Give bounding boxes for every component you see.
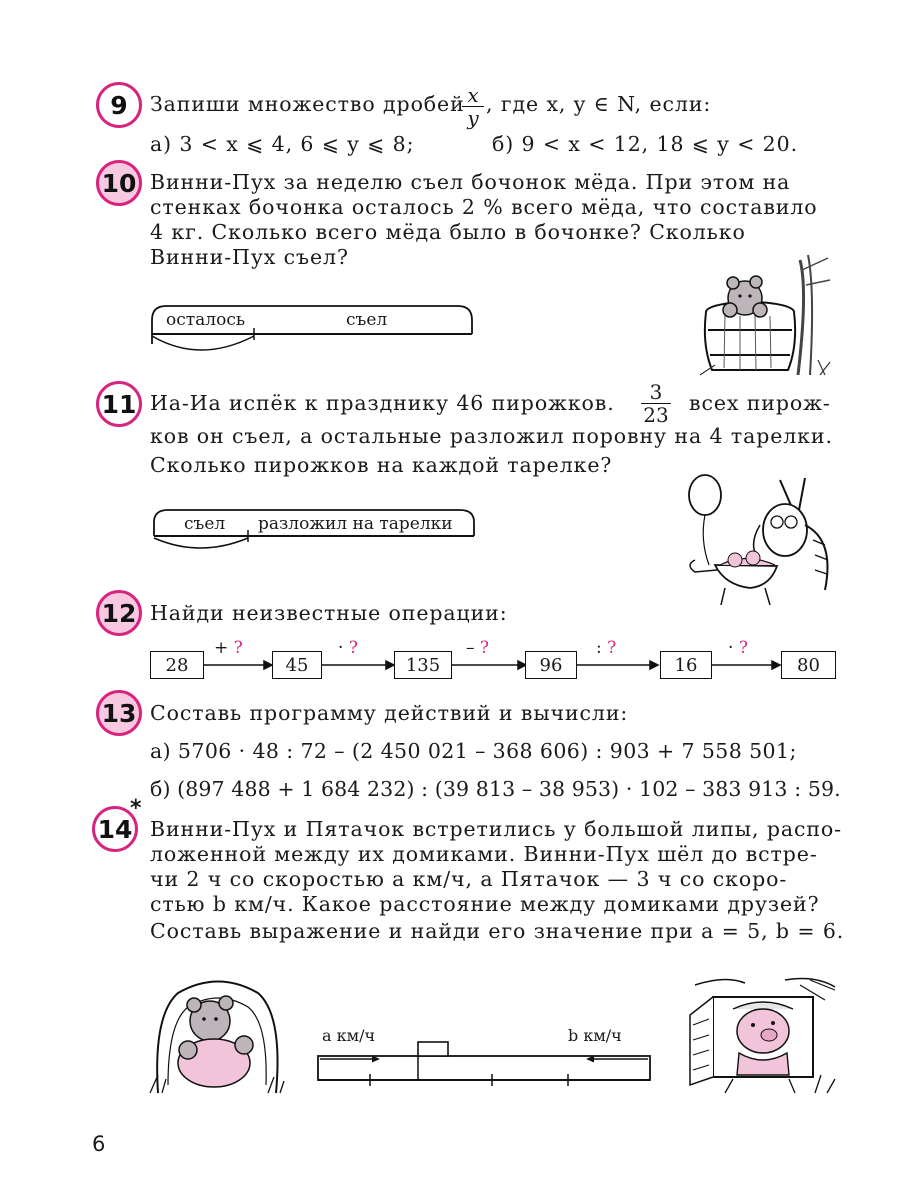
unknown-mark: ? bbox=[738, 638, 748, 658]
exercise-10-line-1: Винни-Пух за неделю съел бочонок мёда. При этом на bbox=[150, 170, 791, 194]
segment-label-remaining: осталось bbox=[166, 310, 246, 330]
chain-box-5: 16 bbox=[660, 651, 712, 679]
unknown-mark: ? bbox=[479, 638, 490, 658]
exercise-14-line-4: стью b км/ч. Какое расстояние между домиками друзей? bbox=[150, 892, 820, 916]
segment-label-ate: съел bbox=[184, 514, 226, 534]
pooh-in-hole-illustration bbox=[148, 975, 288, 1095]
page-number: 6 bbox=[92, 1132, 106, 1156]
exercise-13-text: Составь программу действий и вычисли: bbox=[150, 701, 629, 725]
piglet-in-window-illustration bbox=[685, 975, 845, 1100]
exercise-10-line-2: стенках бочонка осталось 2 % всего мёда, что составило bbox=[150, 195, 818, 219]
chain-box-2: 45 bbox=[272, 651, 322, 679]
exercise-11-line-3: Сколько пирожков на каждой тарелке? bbox=[150, 453, 613, 477]
exercise-14-line-5: Составь выражение и найди его значение при a = 5, b = 6. bbox=[150, 919, 845, 943]
pooh-in-barrel-illustration bbox=[690, 250, 840, 380]
exercise-11-fraction bbox=[641, 381, 671, 426]
unknown-mark: ? bbox=[607, 638, 617, 658]
fraction-denominator: y bbox=[462, 106, 484, 129]
fraction-denominator: 23 bbox=[641, 403, 671, 426]
eeyore-with-balloon-illustration bbox=[665, 470, 840, 610]
exercise-13-part-a: а) 5706 · 48 : 72 – (2 450 021 – 368 606) : 903 + 7 558 501; bbox=[150, 739, 797, 763]
exercise-13-number: 13 bbox=[96, 690, 142, 736]
chain-box-3: 135 bbox=[394, 651, 452, 679]
chain-box-6: 80 bbox=[781, 651, 836, 679]
fraction-numerator: x bbox=[467, 83, 479, 107]
unknown-mark: ? bbox=[233, 638, 243, 658]
chain-operation-4: : ? bbox=[596, 638, 617, 658]
exercise-10-line-3: 4 кг. Сколько всего мёда было в бочонке? Сколько bbox=[150, 220, 746, 244]
exercise-9-part-b: б) 9 < x < 12, 18 ⩽ y < 20. bbox=[492, 132, 798, 156]
chain-operation-5: · ? bbox=[728, 638, 748, 658]
difficulty-star: * bbox=[130, 796, 142, 821]
speed-label-piglet: b км/ч bbox=[568, 1026, 622, 1045]
exercise-14-number: 14 bbox=[92, 806, 138, 852]
unknown-mark: ? bbox=[348, 638, 358, 658]
exercise-11-line-2: ков он съел, а остальные разложил поровну на 4 тарелки. bbox=[150, 424, 833, 448]
exercise-12-text: Найди неизвестные операции: bbox=[150, 601, 508, 625]
fraction-numerator: 3 bbox=[649, 380, 663, 404]
exercise-11-number: 11 bbox=[96, 381, 142, 427]
exercise-11-line-1: Иа-Иа испёк к празднику 46 пирожков. bbox=[150, 391, 615, 415]
exercise-9-text: Запиши множество дробей bbox=[150, 92, 465, 116]
exercise-14-line-2: ложенной между их домиками. Винни-Пух шёл до встре- bbox=[150, 842, 818, 866]
exercise-14-line-3: чи 2 ч со скоростью a км/ч, а Пятачок — 3 ч со скоро- bbox=[150, 867, 788, 891]
exercise-9-part-a: а) 3 < x ⩽ 4, 6 ⩽ y ⩽ 8; bbox=[150, 132, 415, 156]
operations-chain-arrows bbox=[140, 640, 860, 690]
chain-operation-3: – ? bbox=[466, 638, 490, 658]
exercise-14-line-1: Винни-Пух и Пятачок встретились у большой липы, распо- bbox=[150, 817, 842, 841]
exercise-12-number: 12 bbox=[96, 590, 142, 636]
segment-label-plates: разложил на тарелки bbox=[258, 514, 453, 534]
exercise-10-number: 10 bbox=[96, 160, 142, 206]
exercise-9-fraction bbox=[462, 84, 484, 129]
exercise-9-number: 9 bbox=[96, 82, 142, 128]
chain-operation-2: · ? bbox=[338, 638, 358, 658]
exercise-11-line-1-end: всех пирож- bbox=[689, 391, 831, 415]
segment-label-eaten: съел bbox=[346, 310, 388, 330]
exercise-9-condition: , где x, y ∈ N, если: bbox=[486, 92, 712, 116]
exercise-13-part-b: б) (897 488 + 1 684 232) : (39 813 – 38 953) · 102 – 383 913 : 59. bbox=[150, 777, 841, 801]
chain-box-1: 28 bbox=[150, 651, 204, 679]
exercise-10-line-4: Винни-Пух съел? bbox=[150, 245, 349, 269]
speed-label-pooh: a км/ч bbox=[322, 1026, 376, 1045]
chain-box-4: 96 bbox=[525, 651, 577, 679]
chain-operation-1: + ? bbox=[214, 638, 243, 658]
